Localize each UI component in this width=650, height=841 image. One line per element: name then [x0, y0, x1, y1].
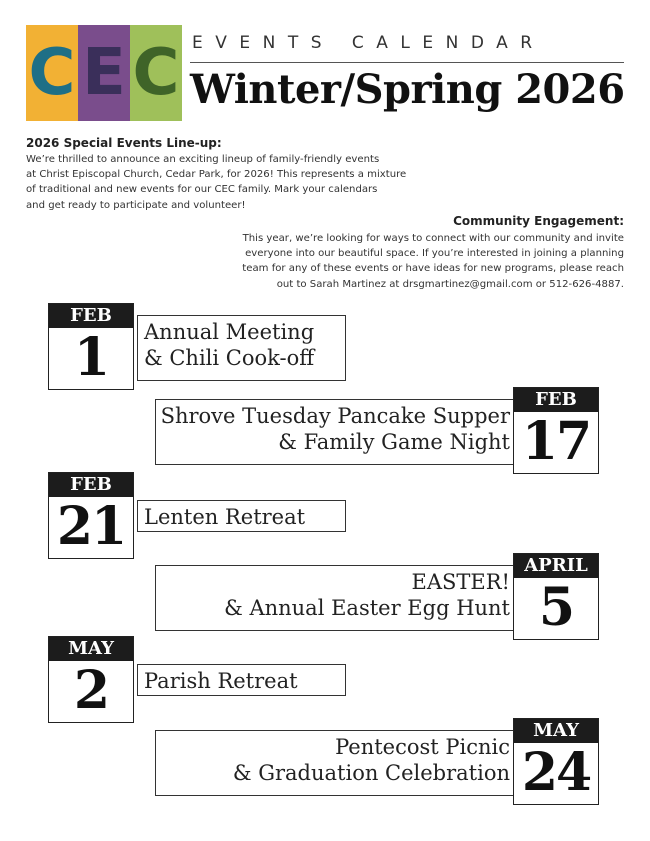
- event-title-line: Parish Retreat: [144, 669, 298, 693]
- calendar-day: 17: [521, 411, 591, 472]
- event-title-line: Shrove Tuesday Pancake Supper: [160, 404, 510, 428]
- event-parish-retreat: [137, 664, 346, 696]
- event-title-line: & Family Game Night: [278, 430, 510, 454]
- event-title-line: & Chili Cook-off: [144, 346, 315, 370]
- intro-line: at Christ Episcopal Church, Cedar Park, for 2026! This represents a mixture: [26, 169, 407, 181]
- event-pentecost-picnic: [155, 730, 521, 796]
- calendar-tile-feb-21: [48, 472, 134, 559]
- calendar-month: MAY: [514, 719, 598, 743]
- cec-logo: [26, 25, 182, 121]
- event-title-line: Pentecost Picnic: [335, 735, 510, 759]
- community-line: team for any of these events or have ideas for new programs, please reach: [242, 263, 624, 275]
- calendar-month: APRIL: [514, 554, 598, 578]
- calendar-day: 1: [73, 327, 109, 388]
- calendar-day: 21: [56, 496, 126, 557]
- event-title-line: Annual Meeting: [144, 320, 315, 344]
- calendar-month: FEB: [514, 388, 598, 412]
- community-line: This year, we’re looking for ways to connect with our community and invite: [242, 233, 624, 244]
- event-easter: [155, 565, 521, 631]
- event-title-line: Lenten Retreat: [144, 505, 306, 529]
- event-shrove-tuesday: [155, 399, 521, 465]
- logo-letter-e: E: [78, 25, 130, 121]
- calendar-day: 2: [73, 660, 109, 721]
- community-heading: Community Engagement:: [453, 214, 624, 228]
- intro-paragraph: [26, 152, 446, 213]
- event-title-line: & Graduation Celebration: [232, 761, 510, 785]
- intro-line: We’re thrilled to announce an exciting lineup of family-friendly events: [26, 154, 380, 165]
- event-title-line: EASTER!: [411, 570, 510, 594]
- calendar-month: MAY: [49, 637, 133, 661]
- intro-line: of traditional and new events for our CEC family. Mark your calendars: [26, 184, 378, 196]
- calendar-month: FEB: [49, 304, 133, 328]
- page-title: Winter/Spring 2026: [190, 66, 625, 113]
- logo-letter-c: C: [26, 25, 78, 121]
- community-line: out to Sarah Martinez at drsgmartinez@gmail.com or 512-626-4887.: [276, 278, 624, 290]
- event-lenten-retreat: [137, 500, 346, 532]
- calendar-month: FEB: [49, 473, 133, 497]
- header-divider: [190, 62, 624, 63]
- calendar-tile-feb-1: [48, 303, 134, 390]
- intro-heading: 2026 Special Events Line-up:: [26, 136, 222, 150]
- intro-line: and get ready to participate and volunteer!: [26, 199, 246, 211]
- logo-letter-c-2: C: [130, 25, 182, 121]
- event-title-line: & Annual Easter Egg Hunt: [224, 596, 510, 620]
- calendar-tile-may-2: [48, 636, 134, 723]
- events-calendar-kicker: EVENTS CALENDAR: [192, 33, 545, 53]
- community-line: everyone into our beautiful space. If you’re interested in joining a planning: [245, 248, 624, 260]
- calendar-tile-may-24: [513, 718, 599, 805]
- calendar-tile-april-5: [513, 553, 599, 640]
- community-paragraph: [204, 231, 624, 292]
- calendar-day: 24: [521, 742, 591, 803]
- calendar-tile-feb-17: [513, 387, 599, 474]
- event-annual-meeting: [137, 315, 346, 381]
- calendar-day: 5: [538, 577, 574, 638]
